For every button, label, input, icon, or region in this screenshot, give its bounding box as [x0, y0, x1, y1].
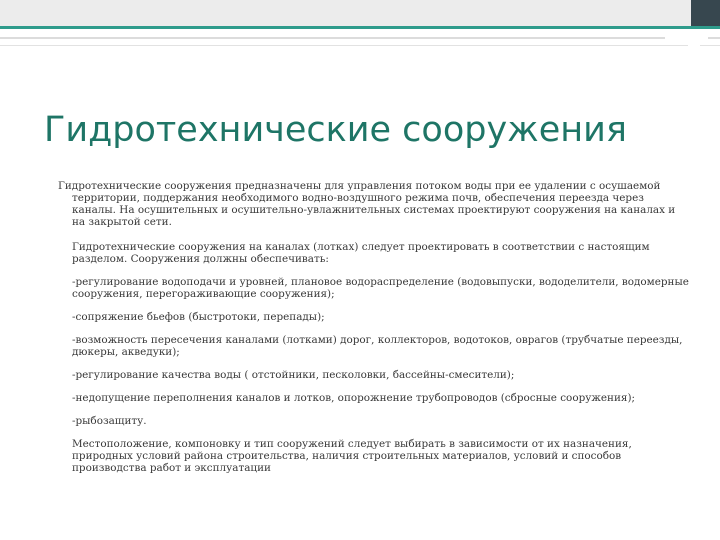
- divider-line: [0, 37, 665, 39]
- paragraph: Гидротехнические сооружения предназначены для управления потоком воды при ее удалении с осушаемой территории, поддержания необходимого водно-воздушного режима почв, обеспечения переезда через каналы. На осушительных и осушительно-увлажнительных системах проектируют сооружения на каналах и на закрытой сети.: [58, 180, 676, 228]
- accent-line: [0, 26, 720, 29]
- paragraph: Гидротехнические сооружения на каналах (лотках) следует проектировать в соответствии с настоящим разделом. Сооружения должны обеспечивать:: [72, 241, 650, 265]
- divider-line: [700, 45, 720, 46]
- list-item: -регулирование качества воды ( отстойники, песколовки, бассейны-смесители);: [72, 369, 515, 381]
- paragraph: Местоположение, компоновку и тип сооружений следует выбирать в зависимости от их назначения, природных условий района строительства, наличия строительных материалов, условий и способов производства работ и эксплуатации: [72, 438, 632, 474]
- slide-title: Гидротехнические сооружения: [44, 110, 627, 150]
- header-band: [0, 0, 720, 26]
- divider-line: [708, 37, 720, 39]
- slide-body: [58, 180, 690, 474]
- list-item: -рыбозащиту.: [72, 415, 147, 427]
- list-item: -регулирование водоподачи и уровней, плановое водораспределение (водовыпуски, вододелители, водомерные сооружения, перегораживающие сооружения);: [72, 276, 689, 300]
- list-item: -недопущение переполнения каналов и лотков, опорожнение трубопроводов (сбросные сооружения);: [72, 392, 636, 404]
- divider-line: [0, 45, 688, 46]
- list-item: -сопряжение бьефов (быстротоки, перепады);: [72, 311, 325, 323]
- corner-block: [691, 0, 720, 26]
- list-item: -возможность пересечения каналами (лотками) дорог, коллекторов, водотоков, оврагов (трубчатые переезды, дюкеры, акведуки);: [72, 334, 683, 358]
